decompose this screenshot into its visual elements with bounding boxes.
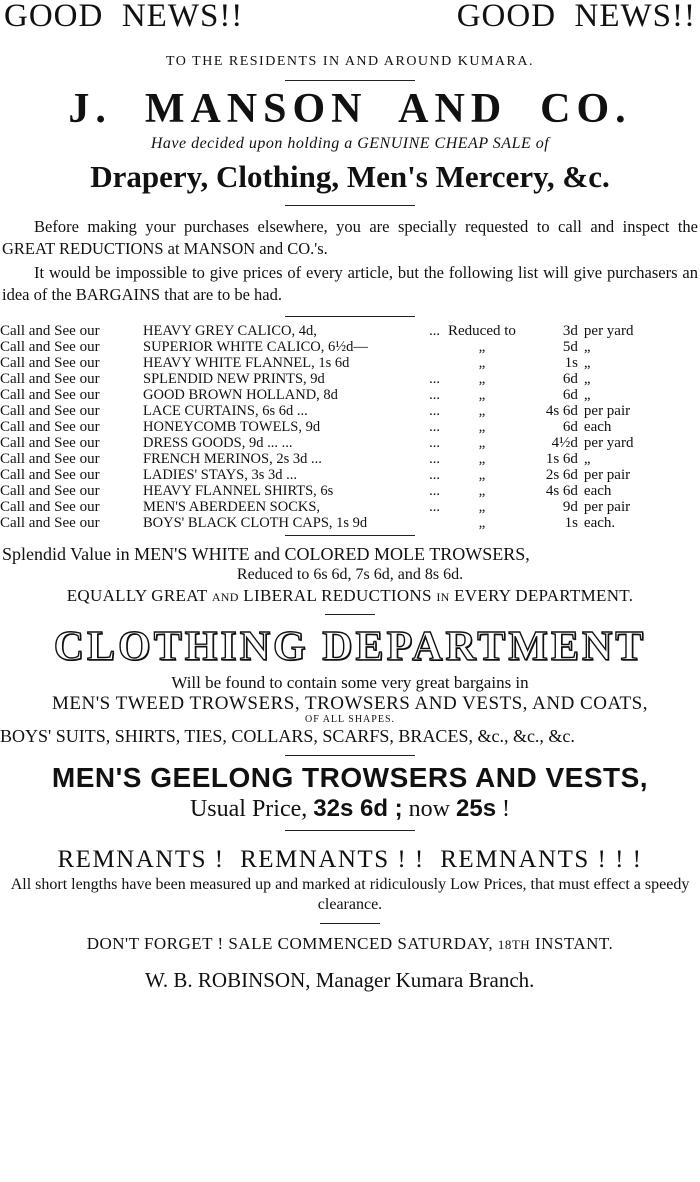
leader-dots: ... bbox=[429, 419, 440, 435]
manager-signature: W. B. ROBINSON, Manager Kumara Branch. bbox=[145, 968, 535, 992]
article-name: BOYS' BLACK CLOTH CAPS, 1s 9d bbox=[143, 515, 368, 531]
article-name: DRESS GOODS, 9d ... ... bbox=[143, 435, 293, 451]
intro-paragraph-2 bbox=[0, 262, 700, 306]
call-and-see: Call and See our bbox=[0, 483, 100, 499]
headline-left: GOOD NEWS!! bbox=[4, 0, 244, 34]
price-list bbox=[0, 323, 700, 531]
call-and-see: Call and See our bbox=[0, 355, 100, 371]
sale-announcement: Have decided upon holding a GENUINE CHEAP SALE of bbox=[150, 135, 550, 152]
price-unit: per pair bbox=[583, 403, 631, 419]
price-row bbox=[0, 403, 700, 419]
mole-trowsers-line: Splendid Value in MEN'S WHITE and COLORED MOLE TROWSERS, bbox=[2, 544, 530, 564]
price-unit: „ bbox=[583, 339, 591, 355]
article-name: HEAVY GREY CALICO, 4d, bbox=[143, 323, 317, 339]
price-unit: per yard bbox=[583, 435, 634, 451]
headline bbox=[0, 0, 700, 36]
article-name: FRENCH MERINOS, 2s 3d ... bbox=[143, 451, 322, 467]
reduced-to: „ bbox=[478, 355, 486, 371]
divider bbox=[285, 316, 415, 317]
leader-dots: ... bbox=[429, 499, 440, 515]
article-name: HONEYCOMB TOWELS, 9d bbox=[143, 419, 321, 435]
call-and-see: Call and See our bbox=[0, 403, 100, 419]
sale-price: 6d bbox=[562, 387, 578, 403]
sale-price: 2s 6d bbox=[545, 467, 578, 483]
article-name: SPLENDID NEW PRINTS, 9d bbox=[143, 371, 325, 387]
reduced-to: Reduced to bbox=[448, 323, 516, 339]
sale-price: 9d bbox=[562, 499, 578, 515]
divider bbox=[320, 923, 380, 924]
article-name: LADIES' STAYS, 3s 3d ... bbox=[143, 467, 297, 483]
leader-dots: ... bbox=[429, 403, 440, 419]
mens-tweed-line: MEN'S TWEED TROWSERS, TROWSERS AND VESTS, AND COATS, bbox=[52, 693, 648, 714]
reduced-to: „ bbox=[478, 467, 486, 483]
boys-suits-line: BOYS' SUITS, SHIRTS, TIES, COLLARS, SCARFS, BRACES, &c., &c., &c. bbox=[0, 726, 575, 746]
price-unit: each. bbox=[583, 515, 616, 531]
dont-forget-line: DON'T FORGET ! SALE COMMENCED SATURDAY, 18TH INSTANT. bbox=[86, 934, 614, 953]
sale-price: 3d bbox=[562, 323, 578, 339]
price-unit: „ bbox=[583, 371, 591, 387]
article-name: MEN'S ABERDEEN SOCKS, bbox=[143, 499, 321, 515]
price-row bbox=[0, 515, 700, 531]
mole-trowsers-prices: Reduced to 6s 6d, 7s 6d, and 8s 6d. bbox=[236, 566, 464, 583]
reduced-to: „ bbox=[478, 371, 486, 387]
price-row bbox=[0, 435, 700, 451]
call-and-see: Call and See our bbox=[0, 435, 100, 451]
call-and-see: Call and See our bbox=[0, 323, 100, 339]
reduced-to: „ bbox=[478, 403, 486, 419]
article bbox=[143, 451, 448, 467]
article bbox=[143, 435, 448, 451]
article bbox=[143, 323, 448, 339]
price-row bbox=[0, 339, 700, 355]
leader-dots: ... bbox=[429, 435, 440, 451]
sale-price: 4s 6d bbox=[545, 403, 578, 419]
leader-dots: ... bbox=[429, 371, 440, 387]
article bbox=[143, 467, 448, 483]
price-row bbox=[0, 499, 700, 515]
reduced-to: „ bbox=[478, 419, 486, 435]
article bbox=[143, 355, 448, 371]
short-lengths-paragraph: All short lengths have been measured up and marked at ridiculously Low Prices, that must effect a speedy clearance. bbox=[10, 876, 690, 913]
divider bbox=[285, 535, 415, 536]
price-unit: „ bbox=[583, 451, 591, 467]
price-unit: „ bbox=[583, 387, 591, 403]
geelong-heading: MEN'S GEELONG TROWSERS AND VESTS, bbox=[51, 762, 649, 793]
call-and-see: Call and See our bbox=[0, 371, 100, 387]
call-and-see: Call and See our bbox=[0, 499, 100, 515]
leader-dots: ... bbox=[429, 451, 440, 467]
call-and-see: Call and See our bbox=[0, 515, 100, 531]
article bbox=[143, 403, 448, 419]
intro-paragraph-1 bbox=[0, 216, 700, 260]
price-row bbox=[0, 371, 700, 387]
sale-price: 1s 6d bbox=[545, 451, 578, 467]
divider bbox=[325, 614, 375, 615]
price-row bbox=[0, 387, 700, 403]
price-unit: per pair bbox=[583, 467, 631, 483]
article-name: GOOD BROWN HOLLAND, 8d bbox=[143, 387, 338, 403]
article bbox=[143, 371, 448, 387]
reduced-to: „ bbox=[478, 499, 486, 515]
article bbox=[143, 483, 448, 499]
article bbox=[143, 339, 448, 355]
sale-price: 1s bbox=[564, 515, 578, 531]
leader-dots: ... bbox=[429, 467, 440, 483]
reduced-to: „ bbox=[478, 515, 486, 531]
all-shapes-line: OF ALL SHAPES. bbox=[304, 714, 396, 725]
call-and-see: Call and See our bbox=[0, 339, 100, 355]
price-unit: each bbox=[583, 419, 612, 435]
price-row bbox=[0, 419, 700, 435]
sale-price: 6d bbox=[562, 419, 578, 435]
sale-price: 5d bbox=[562, 339, 578, 355]
reductions-line: EQUALLY GREAT AND LIBERAL REDUCTIONS IN EVERY DEPARTMENT. bbox=[66, 586, 634, 605]
reduced-to: „ bbox=[478, 435, 486, 451]
article bbox=[143, 387, 448, 403]
price-row bbox=[0, 467, 700, 483]
price-row bbox=[0, 323, 700, 339]
call-and-see: Call and See our bbox=[0, 451, 100, 467]
residents-line: TO THE RESIDENTS IN AND AROUND KUMARA. bbox=[166, 54, 534, 69]
sale-price: 6d bbox=[562, 371, 578, 387]
divider bbox=[285, 830, 415, 831]
sale-price: 4½d bbox=[551, 435, 578, 451]
leader-dots: ... bbox=[429, 387, 440, 403]
price-row bbox=[0, 451, 700, 467]
intro-text-1: Before making your purchases elsewhere, you are specially requested to call and inspect the GREAT REDUCTIONS at MANSON and CO.'s. bbox=[2, 217, 698, 258]
call-and-see: Call and See our bbox=[0, 387, 100, 403]
price-unit: per yard bbox=[583, 323, 634, 339]
price-unit: per pair bbox=[583, 499, 631, 515]
usual-price-line: Usual Price, 32s 6d ; now 25s ! bbox=[189, 795, 511, 822]
call-and-see: Call and See our bbox=[0, 467, 100, 483]
article-name: HEAVY FLANNEL SHIRTS, 6s bbox=[143, 483, 334, 499]
sale-price: 1s bbox=[564, 355, 578, 371]
headline-right: GOOD NEWS!! bbox=[456, 0, 696, 34]
reduced-to: „ bbox=[478, 483, 486, 499]
intro-text-2: It would be impossible to give prices of every article, but the following list will give purchasers an idea of the BARGAINS that are to be had. bbox=[2, 263, 698, 304]
price-row bbox=[0, 355, 700, 371]
article-name: SUPERIOR WHITE CALICO, 6½d— bbox=[143, 339, 368, 355]
sale-price: 4s 6d bbox=[545, 483, 578, 499]
company-name: J. MANSON AND CO. bbox=[68, 86, 632, 132]
article-name: HEAVY WHITE FLANNEL, 1s 6d bbox=[143, 355, 350, 371]
reduced-to: „ bbox=[478, 387, 486, 403]
price-row bbox=[0, 483, 700, 499]
remnants-heading: REMNANTS ! REMNANTS ! ! REMNANTS ! ! ! bbox=[57, 846, 643, 873]
price-unit: „ bbox=[583, 355, 591, 371]
drapery-heading: Drapery, Clothing, Men's Mercery, &c. bbox=[90, 159, 610, 194]
reduced-to: „ bbox=[478, 339, 486, 355]
article bbox=[143, 515, 448, 531]
reduced-to: „ bbox=[478, 451, 486, 467]
article bbox=[143, 499, 448, 515]
leader-dots: ... bbox=[429, 483, 440, 499]
leader-dots: ... bbox=[429, 323, 440, 339]
bargains-line: Will be found to contain some very great bargains in bbox=[171, 673, 529, 692]
article-name: LACE CURTAINS, 6s 6d ... bbox=[143, 403, 308, 419]
call-and-see: Call and See our bbox=[0, 419, 100, 435]
article bbox=[143, 419, 448, 435]
divider bbox=[285, 755, 415, 756]
divider bbox=[285, 205, 415, 206]
divider bbox=[285, 80, 415, 81]
price-unit: each bbox=[583, 483, 612, 499]
clothing-department-heading: CLOTHING DEPARTMENT bbox=[53, 624, 647, 670]
